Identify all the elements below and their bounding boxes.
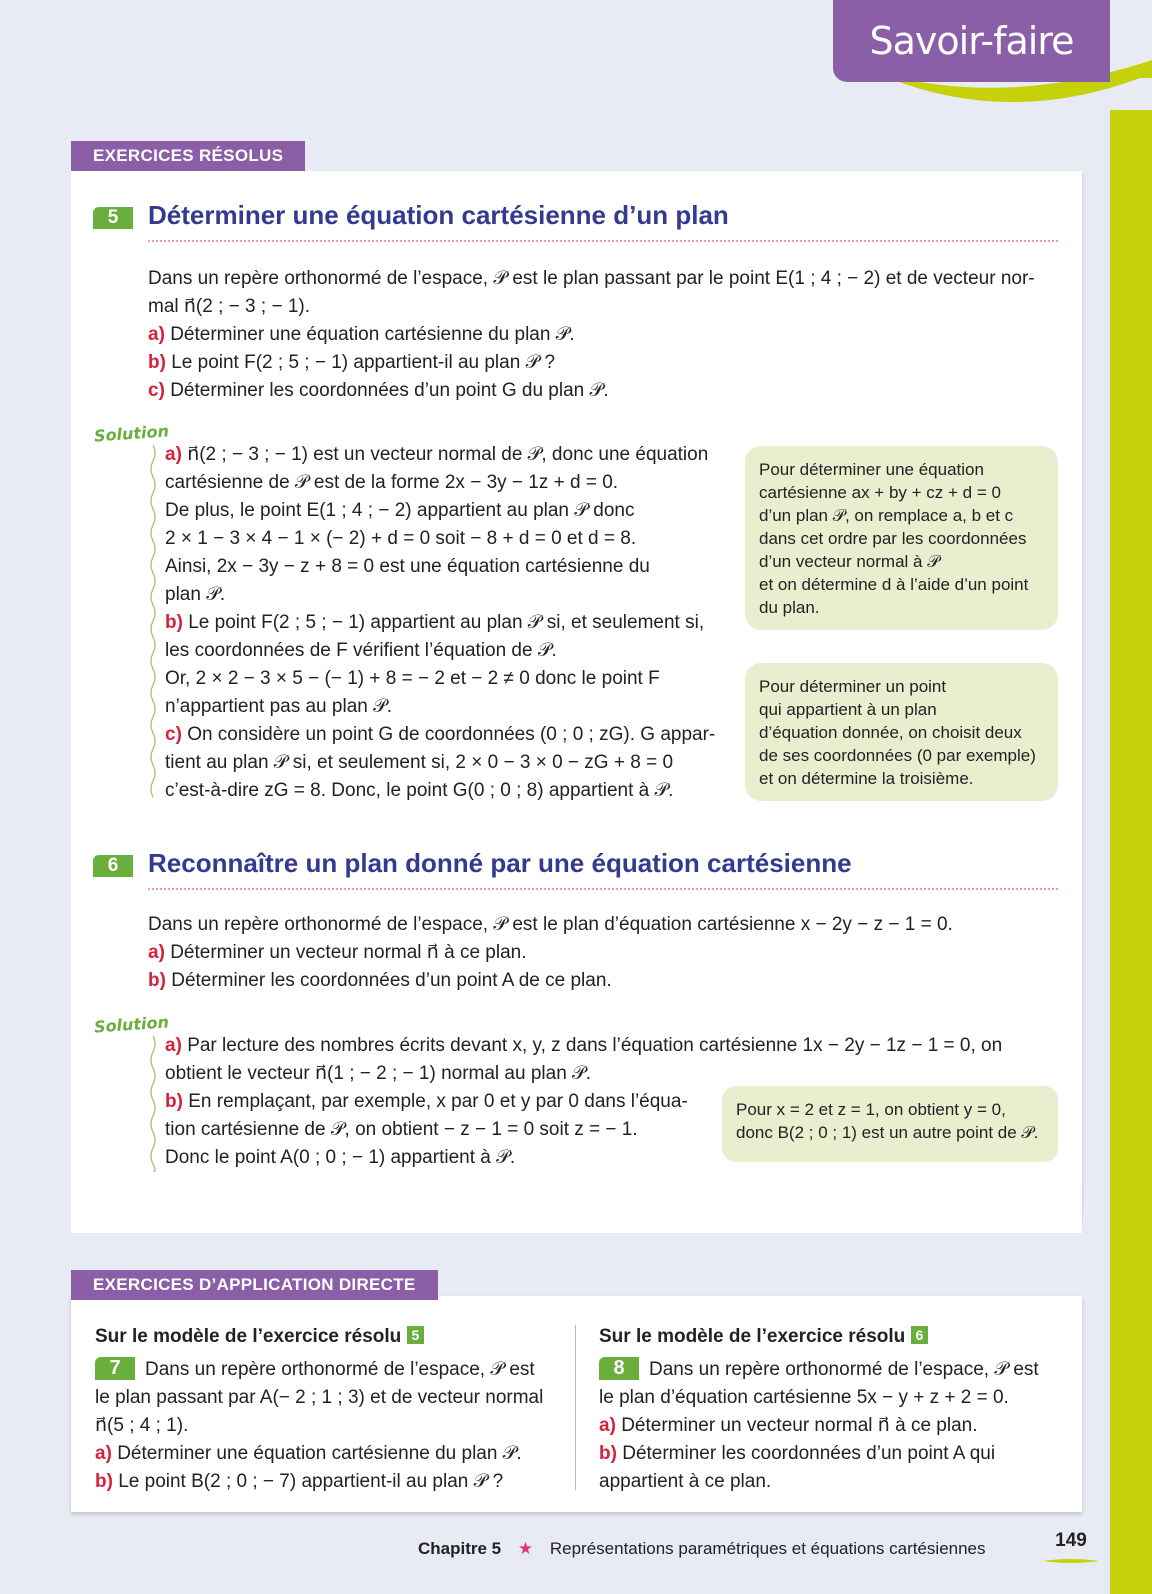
question-item xyxy=(95,1468,555,1496)
exercise-line: le plan passant par A(− 2 ; 1 ; 3) et de vecteur normal xyxy=(95,1387,544,1408)
solution-line: tion cartésienne de 𝒫, on obtient − z − 1 = 0 soit z = − 1. xyxy=(165,1119,638,1140)
tip-box-point xyxy=(745,663,1058,801)
exercise-line: le plan d’équation cartésienne 5x − y + z + 2 = 0. xyxy=(599,1387,1009,1408)
page-underline xyxy=(1043,1557,1099,1565)
statement-line: mal n⃗(2 ; − 3 ; − 1). xyxy=(148,296,310,317)
question-label: b) xyxy=(599,1443,617,1464)
tip-box-equation xyxy=(745,446,1058,630)
exercise-number-badge: 6 xyxy=(93,855,133,877)
question-label: b) xyxy=(148,352,166,373)
title-underline xyxy=(148,888,1058,890)
exercise-title: Reconnaître un plan donné par une équation cartésienne xyxy=(148,848,852,878)
question-text: Déterminer un vecteur normal n⃗ à ce plan. xyxy=(170,942,527,963)
tip-line: Pour déterminer un point xyxy=(759,677,947,696)
question-text: Déterminer une équation cartésienne du plan 𝒫. xyxy=(170,324,575,345)
question-item xyxy=(95,1440,555,1468)
question-item xyxy=(148,349,1058,377)
question-item xyxy=(148,967,1058,995)
resolved-exercises-tag: EXERCICES RÉSOLUS xyxy=(71,141,305,171)
solution-text: Le point F(2 ; 5 ; − 1) appartient au plan 𝒫 si, et seulement si, xyxy=(188,612,705,633)
solution-line: Ainsi, 2x − 3y − z + 8 = 0 est une équation cartésienne du xyxy=(165,556,650,577)
solution-text: Par lecture des nombres écrits devant x, y, z dans l’équation cartésienne 1x − 2y − 1z − 1 = 0, on xyxy=(187,1035,1003,1056)
tip-line: du plan. xyxy=(759,598,820,617)
exercise-line xyxy=(95,1356,555,1384)
application-exercises-tag: EXERCICES D’APPLICATION DIRECTE xyxy=(71,1270,438,1300)
tip-line: Pour déterminer une équation xyxy=(759,460,984,479)
exercise-7 xyxy=(95,1356,555,1496)
statement-line: Dans un repère orthonormé de l’espace, 𝒫 est le plan d’équation cartésienne x − 2y − z − 1 = 0. xyxy=(148,914,953,935)
page-number-box xyxy=(1043,1530,1099,1570)
solution-line: tient au plan 𝒫 si, et seulement si, 2 × 0 − 3 × 0 − zG + 8 = 0 xyxy=(165,752,674,773)
tip-line: qui appartient à un plan xyxy=(759,700,937,719)
solution-line: De plus, le point E(1 ; 4 ; − 2) appartient au plan 𝒫 donc xyxy=(165,500,635,521)
question-label: a) xyxy=(148,324,165,345)
solution-text: On considère un point G de coordonnées (0 ; 0 ; zG). G appar- xyxy=(187,724,716,745)
solution-label-b: b) xyxy=(165,1091,183,1112)
exercise-statement xyxy=(148,911,1058,995)
solution-label-a: a) xyxy=(165,444,182,465)
question-label: a) xyxy=(599,1415,616,1436)
model-heading-right xyxy=(599,1326,928,1348)
model-ref-badge: 6 xyxy=(911,1326,929,1344)
statement-line: Dans un repère orthonormé de l’espace, 𝒫 est le plan passant par le point E(1 ; 4 ; − 2) et de vecteur nor- xyxy=(148,268,1035,289)
question-text: Déterminer les coordonnées d’un point G du plan 𝒫. xyxy=(170,380,609,401)
solution-line: cartésienne de 𝒫 est de la forme 2x − 3y − 1z + d = 0. xyxy=(165,472,619,493)
solution-label-b: b) xyxy=(165,612,183,633)
tip-line: et on détermine la troisième. xyxy=(759,769,974,788)
solution-wave-brace xyxy=(148,445,158,805)
exercise-title: Déterminer une équation cartésienne d’un plan xyxy=(148,200,729,230)
solution-line: n’appartient pas au plan 𝒫. xyxy=(165,696,393,717)
question-label: b) xyxy=(95,1471,113,1492)
question-text: Déterminer une équation cartésienne du plan 𝒫. xyxy=(117,1443,522,1464)
exercise-number-badge: 8 xyxy=(599,1357,639,1380)
solution-wave-brace xyxy=(148,1036,158,1172)
question-text: Déterminer un vecteur normal n⃗ à ce plan. xyxy=(621,1415,978,1436)
exercise-text: Dans un repère orthonormé de l’espace, 𝒫 est xyxy=(649,1359,1039,1380)
exercise-number-badge: 7 xyxy=(95,1357,135,1380)
model-heading-text: Sur le modèle de l’exercice résolu xyxy=(95,1326,402,1347)
page-number: 149 xyxy=(1055,1530,1087,1551)
exercise-line: n⃗(5 ; 4 ; 1). xyxy=(95,1415,189,1436)
column-divider xyxy=(575,1325,576,1490)
question-label: b) xyxy=(148,970,166,991)
solution-line: 2 × 1 − 3 × 4 − 1 × (− 2) + d = 0 soit − 8 + d = 0 et d = 8. xyxy=(165,528,637,549)
footer-title: Représentations paramétriques et équations cartésiennes xyxy=(549,1539,986,1558)
solution-line: Or, 2 × 2 − 3 × 5 − (− 1) + 8 = − 2 et − 2 ≠ 0 donc le point F xyxy=(165,668,660,689)
exercise-number-badge: 5 xyxy=(93,207,133,229)
tip-line: dans cet ordre par les coordonnées xyxy=(759,529,1027,548)
question-item xyxy=(148,377,1058,405)
exercise-statement xyxy=(148,265,1058,405)
question-label: c) xyxy=(148,380,165,401)
solution-line: Donc le point A(0 ; 0 ; − 1) appartient à 𝒫. xyxy=(165,1147,516,1168)
exercise-text: Dans un repère orthonormé de l’espace, 𝒫 est xyxy=(145,1359,535,1380)
savoir-faire-label: Savoir-faire xyxy=(869,19,1074,63)
savoir-faire-tab xyxy=(833,0,1110,82)
solution-text: n⃗(2 ; − 3 ; − 1) est un vecteur normal de 𝒫, donc une équation xyxy=(187,444,709,465)
question-label: a) xyxy=(148,942,165,963)
solution-line xyxy=(165,721,720,749)
side-color-band xyxy=(1110,88,1152,1594)
star-icon: ★ xyxy=(517,1539,534,1558)
tip-line: d’équation donnée, on choisit deux xyxy=(759,723,1022,742)
exercise-8 xyxy=(599,1356,1058,1496)
solution-line: plan 𝒫. xyxy=(165,584,226,605)
solution-text: En remplaçant, par exemple, x par 0 et y par 0 dans l’équa- xyxy=(188,1091,688,1112)
footer-chapter: Chapitre 5 xyxy=(418,1539,502,1558)
question-item xyxy=(148,321,1058,349)
question-text: Le point F(2 ; 5 ; − 1) appartient-il au plan 𝒫 ? xyxy=(171,352,556,373)
tip-line: et on détermine d à l’aide d’un point xyxy=(759,575,1029,594)
solution-label: Solution xyxy=(93,1012,170,1037)
tip-line: cartésienne ax + by + cz + d = 0 xyxy=(759,483,1001,502)
title-underline xyxy=(148,240,1058,242)
solution-line xyxy=(165,441,720,469)
footer xyxy=(418,1539,986,1559)
model-heading-left xyxy=(95,1326,424,1348)
solution-label-c: c) xyxy=(165,724,182,745)
question-label: a) xyxy=(95,1443,112,1464)
solution-block xyxy=(165,441,720,805)
tip-line: de ses coordonnées (0 par exemple) xyxy=(759,746,1036,765)
solution-label: Solution xyxy=(93,421,170,446)
tip-line: d’un vecteur normal à 𝒫 xyxy=(759,552,940,571)
tip-line: Pour x = 2 et z = 1, on obtient y = 0, xyxy=(736,1100,1006,1119)
exercise-line xyxy=(599,1356,1058,1384)
question-item xyxy=(599,1440,1058,1468)
question-text: Déterminer les coordonnées d’un point A de ce plan. xyxy=(171,970,612,991)
solution-line xyxy=(165,609,720,637)
solution-line: les coordonnées de F vérifient l’équation de 𝒫. xyxy=(165,640,557,661)
model-heading-text: Sur le modèle de l’exercice résolu xyxy=(599,1326,906,1347)
tip-line: d’un plan 𝒫, on remplace a, b et c xyxy=(759,506,1014,525)
solution-line xyxy=(165,1032,1058,1060)
tip-box-other-point xyxy=(722,1086,1058,1162)
question-item xyxy=(148,939,1058,967)
solution-line: c’est-à-dire zG = 8. Donc, le point G(0 ; 0 ; 8) appartient à 𝒫. xyxy=(165,780,674,801)
solution-label-a: a) xyxy=(165,1035,182,1056)
tip-line: donc B(2 ; 0 ; 1) est un autre point de 𝒫. xyxy=(736,1123,1039,1142)
model-ref-badge: 5 xyxy=(407,1326,425,1344)
question-text: Le point B(2 ; 0 ; − 7) appartient-il au plan 𝒫 ? xyxy=(118,1471,504,1492)
solution-line: obtient le vecteur n⃗(1 ; − 2 ; − 1) normal au plan 𝒫. xyxy=(165,1063,592,1084)
question-item: appartient à ce plan. xyxy=(599,1471,772,1492)
question-text: Déterminer les coordonnées d’un point A qui xyxy=(622,1443,996,1464)
question-item xyxy=(599,1412,1058,1440)
